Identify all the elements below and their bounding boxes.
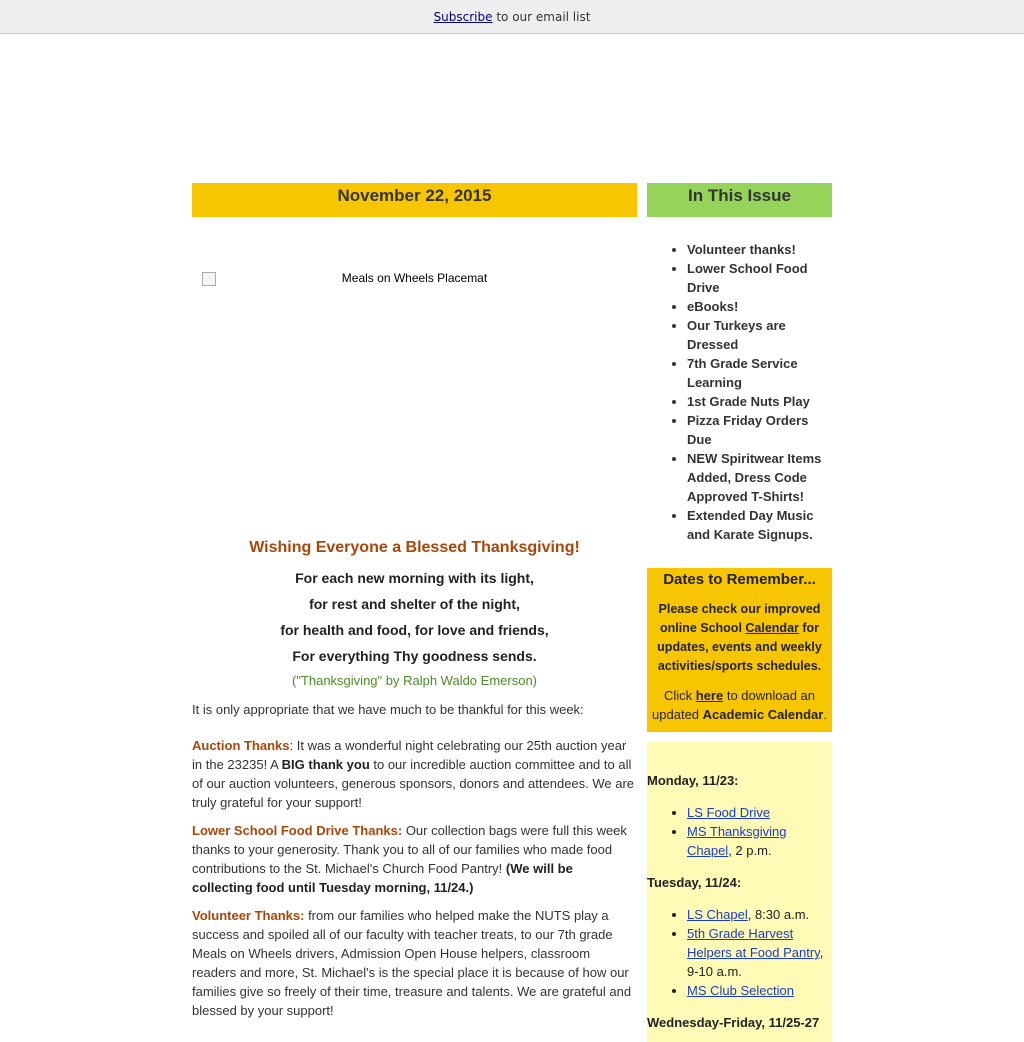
list-item xyxy=(687,924,832,981)
food-drive-bold: (We will be collecting food until Tuesday morning, 11/24.) xyxy=(192,861,573,895)
poem-line: for health and food, for love and friends, xyxy=(280,622,549,638)
tuesday-list xyxy=(647,905,832,1000)
issue-item: • eBooks! xyxy=(687,297,832,316)
issue-item: • Pizza Friday Orders Due xyxy=(687,411,832,449)
calendar-note-text: Please check our improved online School xyxy=(658,602,821,635)
list-item xyxy=(687,822,832,860)
ms-chapel-link[interactable]: MS Thanksgiving Chapel xyxy=(687,824,787,858)
academic-calendar: Academic Calendar xyxy=(702,707,824,722)
click-text: Click xyxy=(663,688,696,703)
volunteer-paragraph xyxy=(192,906,637,1020)
list-item xyxy=(687,803,832,822)
harvest-helpers-link[interactable]: 5th Grade Harvest Helpers at Food Pantry xyxy=(687,926,820,960)
dates-to-remember xyxy=(647,568,832,732)
in-this-issue-heading: In This Issue xyxy=(647,183,832,217)
download-note xyxy=(651,686,828,724)
dates-heading: Dates to Remember... xyxy=(663,571,816,588)
food-drive-text: Our collection bags were full this week thanks to your generosity. Thank you to all of our families who made food contributions to the St. Michael's Church Food Pantry! xyxy=(192,823,627,876)
ms-club-link[interactable]: MS Club Selection xyxy=(687,983,794,998)
ls-food-drive-link[interactable]: LS Food Drive xyxy=(687,805,771,820)
calendar-note-text-end: for updates, events and weekly activities/sports schedules. xyxy=(657,621,822,673)
auction-text-end: to our incredible auction committee and to all of our auction volunteers, generous sponsors, donors and attendees. We are truly grateful for your support! xyxy=(192,757,635,810)
issue-item: • Our Turkeys are Dressed xyxy=(687,316,832,354)
volunteer-title: Volunteer Thanks: xyxy=(192,908,305,923)
issue-item: • 7th Grade Service Learning xyxy=(687,354,832,392)
issue-list xyxy=(647,240,832,544)
calendar-link[interactable]: Calendar xyxy=(745,621,799,635)
placemat-image xyxy=(192,217,637,527)
monday-label: Monday, 11/23: xyxy=(647,773,739,788)
thanksgiving-heading: Wishing Everyone a Blessed Thanksgiving! xyxy=(249,539,580,556)
issue-item: • 1st Grade Nuts Play xyxy=(687,392,832,411)
ls-chapel-time: , 8:30 a.m. xyxy=(747,907,810,922)
tuesday-label: Tuesday, 11/24: xyxy=(647,875,742,890)
issue-item: • Volunteer thanks! xyxy=(687,240,832,259)
wednesday-friday-label: Wednesday-Friday, 11/25-27 xyxy=(647,1015,820,1030)
poem xyxy=(192,565,637,669)
issue-item: • NEW Spiritwear Items Added, Dress Code Approved T-Shirts! xyxy=(687,449,832,506)
image-alt-text: Meals on Wheels Placemat xyxy=(341,271,488,285)
poem-line: for rest and shelter of the night, xyxy=(309,596,520,612)
auction-bold: BIG thank you xyxy=(281,757,370,772)
calendar-note xyxy=(651,600,828,676)
issue-date: November 22, 2015 xyxy=(192,183,637,217)
intro-paragraph: It is only appropriate that we have much to be thankful for this week: xyxy=(192,702,584,717)
poem-line: For each new morning with its light, xyxy=(295,570,534,586)
poem-line: For everything Thy goodness sends. xyxy=(292,648,537,664)
food-drive-title: Lower School Food Drive Thanks: xyxy=(192,823,403,838)
food-drive-paragraph xyxy=(192,821,637,897)
list-item xyxy=(687,905,832,924)
poem-credit: ("Thanksgiving" by Ralph Waldo Emerson) xyxy=(291,673,537,688)
auction-title: Auction Thanks xyxy=(192,738,290,753)
issue-item: • Extended Day Music and Karate Signups. xyxy=(687,506,832,544)
download-text: to download an updated xyxy=(652,688,816,722)
period: . xyxy=(823,707,827,722)
newsletter-sidebar xyxy=(647,183,832,1042)
monday-list xyxy=(647,803,832,860)
auction-text: : It was a wonderful night celebrating our 25th auction year in the 23235! A xyxy=(192,738,627,772)
list-item xyxy=(687,981,832,1000)
harvest-time: , 9-10 a.m. xyxy=(687,945,824,979)
email-banner xyxy=(0,0,1024,34)
newsletter-main xyxy=(192,183,637,1020)
weekly-schedule xyxy=(647,742,832,1042)
volunteer-text: from our families who helped make the NUTS play a success and spoiled all of our faculty with teacher treats, to our 7th grade Meals on Wheels drivers, Admission Open House helpers, classroom readers and more, St. Michael's is the special place it is because of how our families give so freely of their time, treasure and talents. We are grateful and blessed by your support! xyxy=(192,908,632,1018)
chapel-time: , 2 p.m. xyxy=(728,843,772,858)
ls-chapel-link[interactable]: LS Chapel xyxy=(687,907,748,922)
subscribe-link[interactable]: Subscribe xyxy=(433,10,493,24)
subscribe-text: to our email list xyxy=(492,10,591,24)
here-link[interactable]: here xyxy=(695,688,724,703)
issue-item: • Lower School Food Drive xyxy=(687,259,832,297)
auction-paragraph xyxy=(192,736,637,812)
